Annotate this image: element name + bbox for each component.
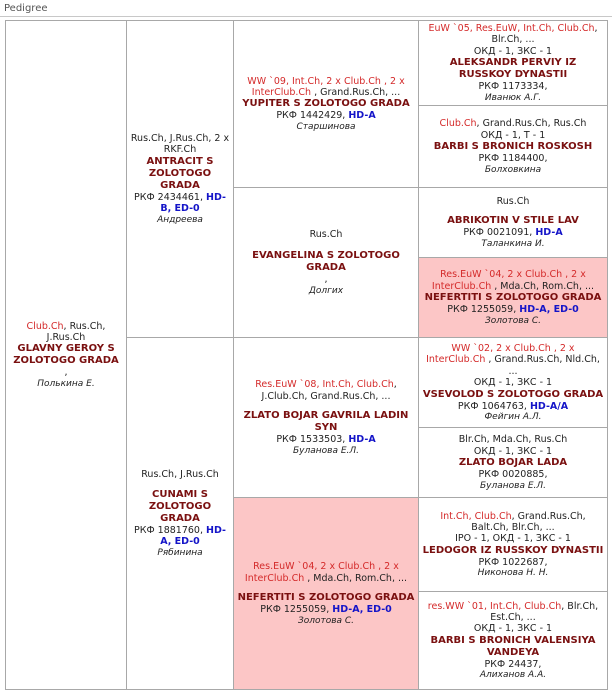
dss-name[interactable]: VSEVOLOD S ZOLOTOGO GRADA bbox=[422, 388, 604, 400]
dam-dam-owner: Золотова С. bbox=[297, 615, 355, 626]
ssd-name[interactable]: BARBI S BRONICH ROSKOSH bbox=[433, 141, 593, 153]
sire-cell bbox=[127, 21, 234, 338]
sds-cell: Rus.Ch ABRIKOTIN V STILE LAV РКФ 0021091, HD-A Таланкина И. bbox=[419, 188, 608, 258]
subject-owner: Полькина Е. bbox=[37, 378, 95, 389]
sdd-name[interactable]: NEFERTITI S ZOLOTOGO GRADA bbox=[424, 292, 602, 304]
dds-name[interactable]: LEDOGOR IZ RUSSKOY DYNASTII bbox=[422, 544, 604, 556]
dam-owner: Рябинина bbox=[157, 547, 203, 558]
dam-sire-titles: Res.EuW `08, Int.Ch, Club.Ch, J.Club.Ch, Grand.Rus.Ch, ... bbox=[255, 379, 397, 402]
dsd-titles: Blr.Ch, Mda.Ch, Rus.Ch bbox=[458, 434, 568, 446]
subject-titles: Club.Ch, Rus.Ch, J.Rus.Ch bbox=[26, 320, 106, 344]
sdd-titles: Res.EuW `04, 2 x Club.Ch , 2 x InterClub.Ch , Mda.Ch, Rom.Ch, ... bbox=[431, 269, 595, 292]
subject-name[interactable]: GLAVNY GEROY S ZOLOTOGO GRADA bbox=[13, 343, 119, 367]
pedigree-heading: Pedigree bbox=[4, 3, 48, 14]
ddd-titles: res.WW `01, Int.Ch, Club.Ch, Blr.Ch, Est.Ch, ... bbox=[427, 600, 599, 624]
dam-registration: РКФ 1881760, HD-A, ED-0 bbox=[134, 524, 226, 548]
heading-divider bbox=[0, 16, 612, 17]
sdd-cell: Res.EuW `04, 2 x Club.Ch , 2 x InterClub.Ch , Mda.Ch, Rom.Ch, ... NEFERTITI S ZOLOTOGO GRADA РКФ 1255059, HD-A, ED-0 Золотова С. bbox=[419, 258, 608, 338]
sire-name[interactable]: ANTRACIT S ZOLOTOGO GRADA bbox=[146, 155, 214, 191]
dam-titles: Rus.Ch, J.Rus.Ch bbox=[141, 469, 219, 481]
sire-sire-owner: Старшинова bbox=[296, 121, 356, 132]
ssd-cell: Club.Ch, Grand.Rus.Ch, Rus.Ch ОКД - 1, Т - 1 BARBI S BRONICH ROSKOSH РКФ 1184400, Болховкина bbox=[419, 106, 608, 188]
sire-sire-cell bbox=[234, 21, 419, 188]
sire-dam-titles: Rus.Ch bbox=[309, 229, 343, 241]
sire-sire-registration: РКФ 1442429, HD-A bbox=[276, 110, 376, 122]
dsd-name[interactable]: ZLATO BOJAR LADA bbox=[458, 457, 568, 469]
sire-sire-titles: WW `09, Int.Ch, 2 x Club.Ch , 2 x InterClub.Ch , Grand.Rus.Ch, ... bbox=[247, 75, 405, 99]
dam-sire-cell: Res.EuW `08, Int.Ch, Club.Ch, J.Club.Ch, Grand.Rus.Ch, ... ZLATO BOJAR GAVRILA LADIN SYN РКФ 1533503, HD-A Буланова Е.Л. bbox=[234, 338, 419, 498]
subject-cell: Club.Ch, Rus.Ch, J.Rus.Ch GLAVNY GEROY S ZOLOTOGO GRADA , Полькина Е. bbox=[6, 21, 127, 690]
ddd-cell: res.WW `01, Int.Ch, Club.Ch, Blr.Ch, Est.Ch, ... ОКД - 1, ЗКС - 1 BARBI S BRONICH VALENSIYA VANDEYA РКФ 24437, Алиханов А.А. bbox=[419, 592, 608, 690]
sire-sire-name[interactable]: YUPITER S ZOLOTOGO GRADA bbox=[242, 98, 410, 110]
dam-dam-cell: Res.EuW `04, 2 x Club.Ch , 2 x InterClub.Ch , Mda.Ch, Rom.Ch, ... NEFERTITI S ZOLOTOGO GRADA РКФ 1255059, HD-A, ED-0 Золотова С. bbox=[234, 498, 419, 690]
dam-sire-owner: Буланова Е.Л. bbox=[292, 445, 359, 456]
dam-sire-name[interactable]: ZLATO BOJAR GAVRILA LADIN SYN bbox=[243, 410, 409, 434]
sds-titles: Rus.Ch bbox=[496, 196, 530, 208]
sds-name[interactable]: ABRIKOTIN V STILE LAV bbox=[447, 215, 579, 227]
dss-cell: WW `02, 2 x Club.Ch , 2 x InterClub.Ch , Grand.Rus.Ch, Nld.Ch, ... ОКД - 1, ЗКС - 1 VSEVOLOD S ZOLOTOGO GRADA РКФ 1064763, HD-A/A Фейгин А.Л. bbox=[419, 338, 608, 428]
sss-cell: EuW `05, Res.EuW, Int.Ch, Club.Ch, Blr.Ch, ... ОКД - 1, ЗКС - 1 ALEKSANDR PERVIY IZ RUSSKOY DYNASTII РКФ 1173334, Иванюк А.Г. bbox=[419, 21, 608, 106]
dam-cell bbox=[127, 338, 234, 690]
sire-owner: Андреева bbox=[157, 214, 203, 225]
dsd-cell: Blr.Ch, Mda.Ch, Rus.Ch ОКД - 1, ЗКС - 1 ZLATO BOJAR LADA РКФ 0020885, Буланова Е.Л. bbox=[419, 428, 608, 498]
dam-dam-titles: Res.EuW `04, 2 x Club.Ch , 2 x InterClub.Ch , Mda.Ch, Rom.Ch, ... bbox=[244, 561, 408, 584]
dds-titles: Int.Ch, Club.Ch, Grand.Rus.Ch, Balt.Ch, Blr.Ch, ... bbox=[440, 510, 586, 534]
sire-titles: Rus.Ch, J.Rus.Ch, 2 x RKF.Ch bbox=[130, 133, 230, 156]
dds-cell: Int.Ch, Club.Ch, Grand.Rus.Ch, Balt.Ch, Blr.Ch, ... IPO - 1, ОКД - 1, ЗКС - 1 LEDOGOR IZ RUSSKOY DYNASTII РКФ 1022687, Никонова Н. Н. bbox=[419, 498, 608, 592]
sss-name[interactable]: ALEKSANDR PERVIY IZ RUSSKOY DYNASTII bbox=[449, 57, 577, 81]
dss-titles: WW `02, 2 x Club.Ch , 2 x InterClub.Ch , Grand.Rus.Ch, Nld.Ch, ... bbox=[426, 342, 600, 377]
sire-registration: РКФ 2434461, HD-B, ED-0 bbox=[134, 191, 226, 215]
sss-titles: EuW `05, Res.EuW, Int.Ch, Club.Ch, Blr.Ch, ... bbox=[428, 23, 598, 46]
ddd-name[interactable]: BARBI S BRONICH VALENSIYA VANDEYA bbox=[430, 634, 596, 658]
sire-dam-name[interactable]: EVANGELINA S ZOLOTOGO GRADA bbox=[252, 250, 400, 274]
pedigree-table bbox=[5, 20, 608, 690]
dam-dam-name[interactable]: NEFERTITI S ZOLOTOGO GRADA bbox=[237, 592, 415, 604]
ssd-titles: Club.Ch, Grand.Rus.Ch, Rus.Ch bbox=[439, 118, 587, 130]
sire-dam-owner: Долгих bbox=[308, 285, 344, 296]
dam-name[interactable]: CUNAMI S ZOLOTOGO GRADA bbox=[148, 488, 212, 524]
sire-dam-cell: Rus.Ch EVANGELINA S ZOLOTOGO GRADA , Долгих bbox=[234, 188, 419, 338]
